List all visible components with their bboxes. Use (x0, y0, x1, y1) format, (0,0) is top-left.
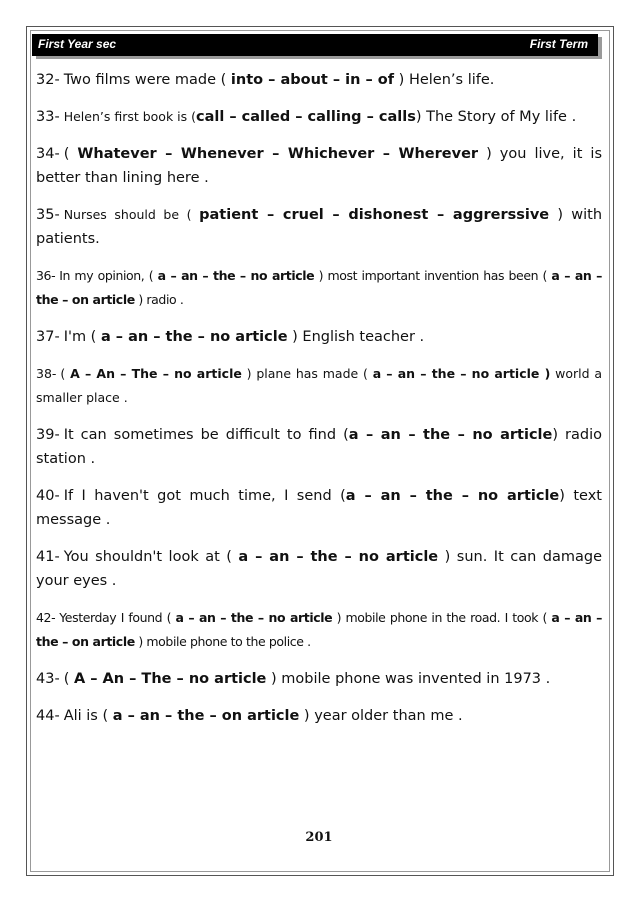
question-text: ) sun. It can damage your eyes . (36, 549, 603, 589)
answer-options: a – an – the – no article (157, 268, 315, 283)
question-number: 32- (36, 72, 60, 88)
question-number: 40- (36, 488, 60, 504)
page-number: 201 (305, 830, 333, 845)
question-item (36, 606, 602, 654)
answer-options: a – an – the – no article (175, 610, 333, 625)
question-item (36, 484, 602, 532)
question-item (36, 142, 602, 190)
answer-options: a – an – the – no article (348, 427, 553, 443)
question-text: If I haven't got much time, I send ( (63, 488, 346, 504)
answer-options: call – called – calling – calls (196, 109, 416, 125)
question-number: 37- (36, 329, 60, 345)
question-item (36, 545, 602, 593)
question-list (36, 68, 602, 741)
header-bar (32, 34, 598, 56)
question-text: world a smaller place . (36, 366, 602, 405)
question-item (36, 203, 602, 251)
answer-options: a – an – the – on article (36, 610, 603, 649)
question-item (36, 704, 602, 728)
answer-options: a – an – the – on article (36, 268, 603, 307)
question-text: Yesterday I found ( (59, 610, 176, 625)
question-number: 34- (36, 146, 60, 162)
question-text: ) with patients. (36, 207, 603, 247)
question-item (36, 423, 602, 471)
answer-options: A – An – The – no article (70, 366, 242, 381)
question-text: In my opinion, ( (59, 268, 158, 283)
question-text: ) you live, it is better than lining here . (36, 146, 603, 186)
question-text: I'm ( (63, 329, 101, 345)
header-left-text: First Year sec (38, 37, 117, 51)
answer-options: patient – cruel – dishonest – aggrerssive (199, 207, 550, 223)
question-text: ( (63, 671, 74, 687)
question-text: ) mobile phone to the police . (134, 634, 311, 649)
answer-options: into – about – in – of (230, 72, 395, 88)
question-text: ) radio station . (36, 427, 602, 467)
question-item (36, 68, 602, 92)
answer-options: a – an – the – no article (238, 549, 439, 565)
answer-options: A – An – The – no article (73, 671, 267, 687)
question-text: Helen’s first book is ( (63, 109, 196, 124)
header-right-text: First Term (529, 37, 588, 51)
question-text: Ali is ( (63, 708, 113, 724)
answer-options: a – an – the – no article ) (372, 366, 551, 381)
question-text: ( (60, 366, 71, 381)
question-text: Nurses should be ( (63, 207, 200, 222)
answer-options: a – an – the – on article (112, 708, 300, 724)
question-item (36, 667, 602, 691)
question-text: ) English teacher . (287, 329, 425, 345)
answer-options: a – an – the – no article (100, 329, 288, 345)
answer-options: a – an – the – no article (345, 488, 560, 504)
question-item (36, 264, 602, 312)
question-text: ) Helen’s life. (394, 72, 495, 88)
question-number: 41- (36, 549, 60, 565)
question-number: 35- (36, 207, 60, 223)
question-text: Two films were made ( (63, 72, 231, 88)
question-number: 39- (36, 427, 60, 443)
question-item (36, 325, 602, 349)
question-text: ) plane has made ( (241, 366, 373, 381)
question-number: 38- (36, 366, 57, 381)
question-item (36, 105, 602, 129)
question-text: ( (63, 146, 78, 162)
question-number: 44- (36, 708, 60, 724)
question-number: 33- (36, 109, 60, 125)
question-text: ) text message . (36, 488, 602, 528)
question-number: 36- (36, 268, 56, 283)
question-number: 43- (36, 671, 60, 687)
question-number: 42- (36, 610, 56, 625)
question-text: ) year older than me . (299, 708, 463, 724)
answer-options: Whatever – Whenever – Whichever – Wherever (77, 146, 479, 162)
question-text: It can sometimes be difficult to find ( (63, 427, 349, 443)
question-text: ) The Story of My life . (415, 109, 577, 125)
question-text: ) mobile phone was invented in 1973 . (266, 671, 551, 687)
question-item (36, 362, 602, 410)
question-text: ) mobile phone in the road. I took ( (332, 610, 552, 625)
question-text: ) most important invention has been ( (314, 268, 552, 283)
question-text: ) radio . (134, 292, 184, 307)
question-text: You shouldn't look at ( (63, 549, 239, 565)
